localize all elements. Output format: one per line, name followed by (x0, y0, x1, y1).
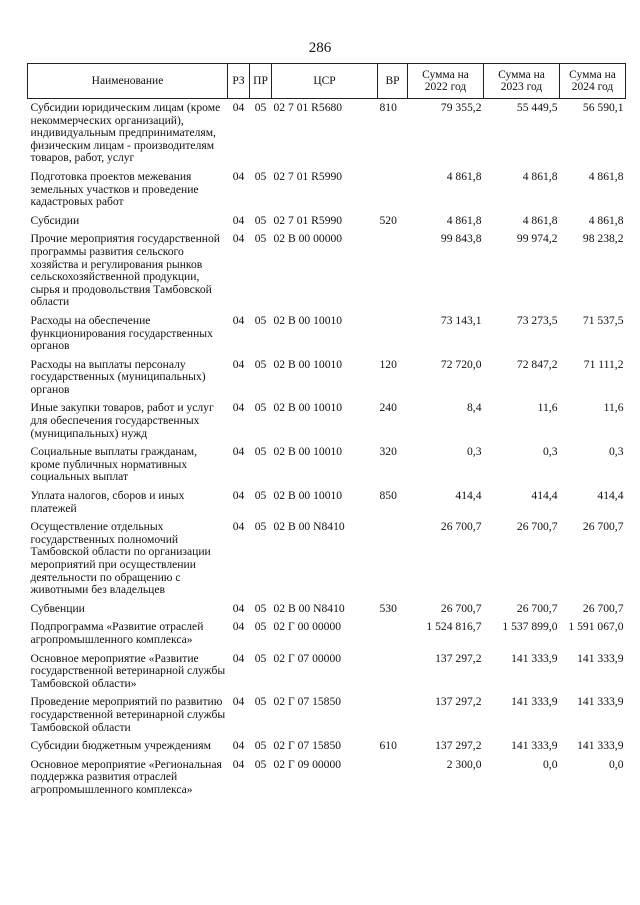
row-vr: 240 (379, 401, 397, 415)
row-sum-2023: 141 333,9 (511, 651, 558, 665)
row-vr: 320 (379, 445, 397, 459)
row-sum-2024: 414,4 (597, 489, 624, 503)
row-sum-2024: 0,0 (609, 757, 624, 771)
row-sum-2024: 98 238,2 (582, 232, 624, 246)
row-csr: 02 7 01 R5680 (273, 101, 343, 114)
row-name: Подпрограмма «Развитие отраслей агропромышленного комплекса» (30, 620, 204, 646)
row-sum-2024: 0,3 (609, 445, 624, 459)
row-vr (378, 230, 408, 312)
table-row (28, 618, 626, 649)
table-row (28, 693, 626, 737)
table-row (28, 312, 626, 356)
header-sum-2022: Сумма на 2022 год (408, 64, 484, 99)
row-name: Осуществление отдельных государственных полномочий Тамбовской области по организации мероприятий при осуществлении деятельности по обращению с животными без владельцев (30, 520, 211, 597)
row-sum-2022: 72 720,0 (440, 357, 482, 371)
row-sum-2023: 1 537 899,0 (502, 620, 558, 634)
row-vr (378, 312, 408, 356)
row-csr: 02 В 00 00000 (273, 232, 343, 246)
row-pr: 05 (254, 232, 267, 246)
row-vr (378, 756, 408, 800)
row-sum-2023: 0,0 (543, 757, 558, 771)
row-pr: 05 (254, 489, 267, 503)
row-vr: 850 (379, 489, 397, 503)
row-rz: 04 (232, 520, 245, 534)
row-sum-2022: 73 143,1 (440, 313, 482, 327)
row-sum-2024: 71 537,5 (582, 313, 624, 327)
table-row (28, 518, 626, 600)
row-sum-2023: 141 333,9 (511, 695, 558, 709)
table-row (28, 756, 626, 800)
row-csr: 02 В 00 10010 (273, 313, 343, 327)
row-rz: 04 (232, 757, 245, 771)
row-sum-2022: 414,4 (455, 489, 482, 503)
header-rz: РЗ (228, 64, 250, 99)
row-sum-2023: 11,6 (537, 401, 558, 415)
row-sum-2022: 137 297,2 (435, 695, 482, 709)
row-name: Субсидии юридическим лицам (кроме некоммерческих организаций), индивидуальным предпринимателям, физическим лицам - производителям товаров, работ, услуг (30, 101, 221, 165)
row-pr: 05 (254, 601, 267, 615)
row-name: Уплата налогов, сборов и иных платежей (30, 489, 185, 515)
budget-table (27, 63, 626, 800)
row-pr: 05 (254, 401, 267, 415)
row-sum-2023: 72 847,2 (516, 357, 558, 371)
row-name: Прочие мероприятия государственной программы развития сельского хозяйства и регулирования рынков сельскохозяйственной продукции, сырья и продовольствия Тамбовской области (30, 232, 220, 309)
row-pr: 05 (254, 695, 267, 709)
row-sum-2024: 1 591 067,0 (568, 620, 624, 634)
row-sum-2024: 141 333,9 (577, 651, 624, 665)
row-sum-2024: 71 111,2 (583, 357, 624, 371)
row-rz: 04 (232, 401, 245, 415)
row-vr: 610 (379, 739, 397, 753)
row-rz: 04 (232, 357, 245, 371)
row-csr: 02 7 01 R5990 (273, 213, 343, 227)
table-header (28, 64, 626, 99)
row-pr: 05 (254, 520, 267, 534)
row-sum-2022: 26 700,7 (440, 601, 482, 615)
row-sum-2022: 0,3 (467, 445, 482, 459)
row-pr: 05 (254, 445, 267, 459)
row-csr: 02 Г 00 00000 (273, 620, 342, 634)
row-name: Расходы на обеспечение функционирования государственных органов (30, 313, 213, 353)
row-rz: 04 (232, 695, 245, 709)
row-pr: 05 (254, 620, 267, 634)
row-vr: 810 (379, 101, 397, 114)
header-pr: ПР (250, 64, 272, 99)
row-sum-2024: 56 590,1 (582, 101, 624, 114)
row-pr: 05 (254, 101, 267, 114)
row-name: Субсидии (30, 213, 80, 227)
row-csr: 02 В 00 10010 (273, 489, 343, 503)
row-name: Социальные выплаты гражданам, кроме публичных нормативных социальных выплат (30, 445, 197, 484)
table-row (28, 168, 626, 212)
row-sum-2022: 4 861,8 (446, 213, 482, 227)
row-pr: 05 (254, 313, 267, 327)
row-csr: 02 В 00 10010 (273, 445, 343, 459)
row-name: Основное мероприятие «Развитие государственной ветеринарной службы Тамбовской области» (30, 651, 226, 690)
table-row (28, 399, 626, 443)
row-vr (378, 168, 408, 212)
row-name: Расходы на выплаты персоналу государственных (муниципальных) органов (30, 357, 206, 396)
row-vr (378, 693, 408, 737)
row-sum-2022: 2 300,0 (446, 757, 482, 771)
row-rz: 04 (232, 313, 245, 327)
row-sum-2024: 26 700,7 (582, 520, 624, 534)
row-sum-2023: 4 861,8 (522, 213, 558, 227)
row-csr: 02 В 00 N8410 (273, 520, 345, 534)
row-name: Субсидии бюджетным учреждениям (30, 739, 211, 753)
row-vr (378, 518, 408, 600)
row-sum-2022: 1 524 816,7 (426, 620, 482, 634)
row-rz: 04 (232, 213, 245, 227)
row-rz: 04 (232, 489, 245, 503)
row-sum-2022: 99 843,8 (440, 232, 482, 246)
table-row (28, 356, 626, 400)
row-rz: 04 (232, 445, 245, 459)
row-vr (378, 618, 408, 649)
table-row (28, 99, 626, 168)
table-row (28, 212, 626, 231)
row-sum-2023: 414,4 (531, 489, 558, 503)
row-name: Подготовка проектов межевания земельных участков и проведение кадастровых работ (30, 169, 199, 209)
table-body (28, 99, 626, 800)
row-sum-2024: 141 333,9 (577, 695, 624, 709)
table-row (28, 600, 626, 619)
row-csr: 02 В 00 N8410 (273, 601, 345, 615)
row-csr: 02 Г 07 00000 (273, 651, 342, 665)
row-pr: 05 (254, 757, 267, 771)
header-sum-2023: Сумма на 2023 год (484, 64, 560, 99)
row-sum-2023: 141 333,9 (511, 739, 558, 753)
row-sum-2022: 8,4 (467, 401, 482, 415)
row-pr: 05 (254, 169, 267, 183)
row-name: Иные закупки товаров, работ и услуг для обеспечения государственных (муниципальных) нужд (30, 401, 214, 440)
row-csr: 02 Г 07 15850 (273, 695, 342, 709)
row-sum-2023: 99 974,2 (516, 232, 558, 246)
header-name: Наименование (28, 64, 228, 99)
row-rz: 04 (232, 739, 245, 753)
row-sum-2023: 55 449,5 (516, 101, 558, 114)
row-sum-2022: 4 861,8 (446, 169, 482, 183)
row-name: Основное мероприятие «Региональная поддержка развития отраслей агропромышленного комплекса» (30, 757, 222, 796)
row-sum-2024: 11,6 (603, 401, 624, 415)
row-sum-2023: 26 700,7 (516, 520, 558, 534)
row-sum-2024: 26 700,7 (582, 601, 624, 615)
row-csr: 02 В 00 10010 (273, 357, 343, 371)
row-sum-2024: 4 861,8 (588, 169, 624, 183)
row-sum-2024: 141 333,9 (577, 739, 624, 753)
row-pr: 05 (254, 357, 267, 371)
row-csr: 02 Г 07 15850 (273, 739, 342, 753)
row-rz: 04 (232, 620, 245, 634)
row-pr: 05 (254, 651, 267, 665)
row-csr: 02 7 01 R5990 (273, 169, 343, 183)
row-sum-2022: 137 297,2 (435, 739, 482, 753)
header-csr: ЦСР (272, 64, 378, 99)
row-sum-2023: 4 861,8 (522, 169, 558, 183)
row-name: Субвенции (30, 601, 85, 615)
row-rz: 04 (232, 101, 245, 114)
row-pr: 05 (254, 213, 267, 227)
row-sum-2022: 26 700,7 (440, 520, 482, 534)
row-sum-2022: 137 297,2 (435, 651, 482, 665)
row-csr: 02 Г 09 00000 (273, 757, 342, 771)
row-name: Проведение мероприятий по развитию государственной ветеринарной службы Тамбовской области (30, 695, 226, 734)
table-row (28, 487, 626, 518)
row-sum-2023: 0,3 (543, 445, 558, 459)
row-sum-2024: 4 861,8 (588, 213, 624, 227)
row-sum-2023: 26 700,7 (516, 601, 558, 615)
header-vr: ВР (378, 64, 408, 99)
table-row (28, 443, 626, 487)
row-vr: 120 (379, 357, 397, 371)
table-row (28, 650, 626, 694)
row-rz: 04 (232, 651, 245, 665)
row-sum-2022: 79 355,2 (440, 101, 482, 114)
row-rz: 04 (232, 169, 245, 183)
row-rz: 04 (232, 232, 245, 246)
row-sum-2023: 73 273,5 (516, 313, 558, 327)
row-pr: 05 (254, 739, 267, 753)
row-rz: 04 (232, 601, 245, 615)
row-vr: 530 (379, 601, 397, 615)
table-row (28, 737, 626, 756)
row-vr (378, 650, 408, 694)
row-csr: 02 В 00 10010 (273, 401, 343, 415)
header-sum-2024: Сумма на 2024 год (560, 64, 626, 99)
table-row (28, 230, 626, 312)
row-vr: 520 (379, 213, 397, 227)
page-number: 286 (308, 40, 332, 56)
